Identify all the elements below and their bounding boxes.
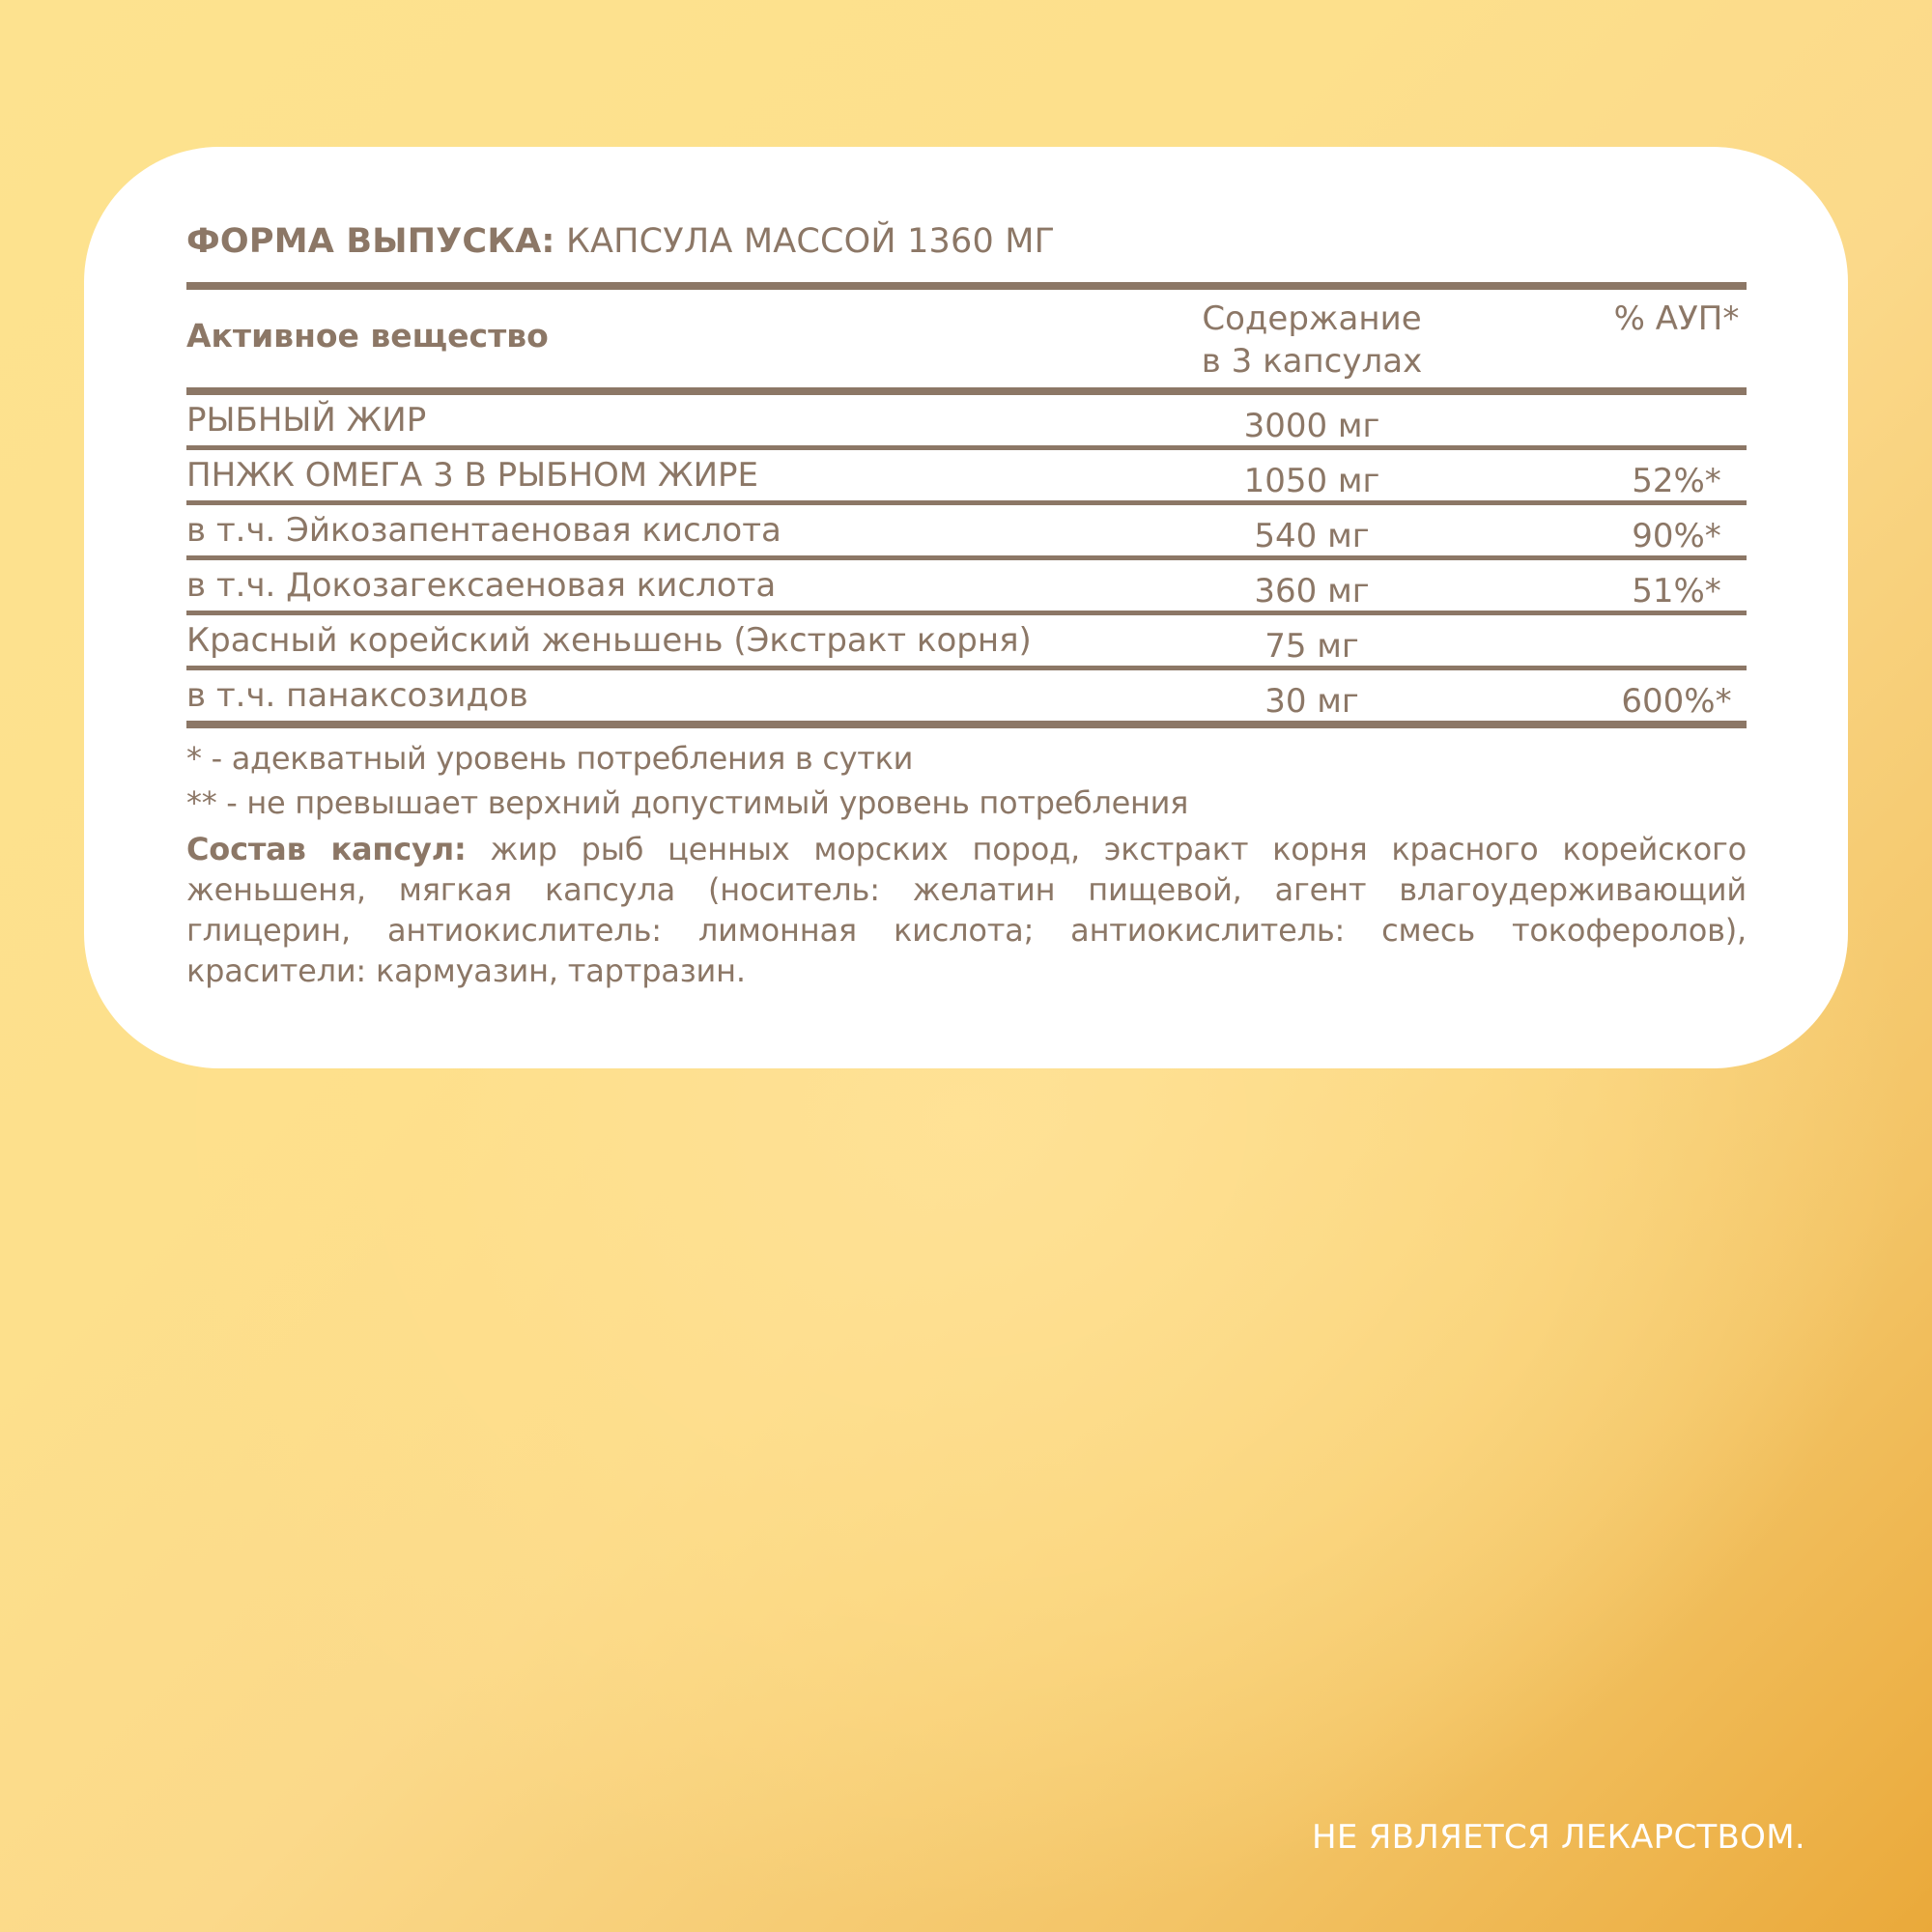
table-row <box>186 395 1747 445</box>
header-amount-line1: Содержание <box>1202 299 1422 338</box>
row-pct: 90%* <box>1632 517 1721 555</box>
footnote-upper-limit: ** - не превышает верхний допустимый уровень потребления <box>186 784 1189 821</box>
row-pct: 51%* <box>1632 572 1721 611</box>
row-amount: 30 мг <box>1264 682 1359 721</box>
row-name: Красный корейский женьшень (Экстракт корня) <box>186 621 1032 660</box>
row-name: в т.ч. Эйкозапентаеновая кислота <box>186 511 781 550</box>
release-form-title <box>186 216 1747 267</box>
header-amount-line2: в 3 капсулах <box>1201 342 1423 381</box>
row-amount: 540 мг <box>1254 517 1370 555</box>
row-name: в т.ч. Докозагексаеновая кислота <box>186 566 777 605</box>
table-row <box>186 560 1747 611</box>
release-form-value: КАПСУЛА МАССОЙ 1360 МГ <box>554 222 1056 261</box>
composition-text: жир рыб ценных морских пород, экстракт корня красного корейского женьшеня, мягкая капсула (носитель: желатин пищевой, агент влагоудерживающий глицерин, антиокислитель: лимонная кислота; антиокислитель: смесь токоферолов), красители: кармуазин, тартразин. <box>186 831 1747 989</box>
row-amount: 75 мг <box>1264 627 1359 666</box>
header-pct: % АУП* <box>1613 299 1740 338</box>
header-amount <box>1191 298 1433 383</box>
composition-label: Состав капсул: <box>186 831 467 867</box>
row-amount: 3000 мг <box>1243 407 1380 445</box>
table-row <box>186 615 1747 666</box>
row-amount: 360 мг <box>1254 572 1370 611</box>
row-name: ПНЖК ОМЕГА 3 В РЫБНОМ ЖИРЕ <box>186 456 758 495</box>
product-info <box>186 216 1747 991</box>
row-name: в т.ч. панаксозидов <box>186 676 528 715</box>
row-name: РЫБНЫЙ ЖИР <box>186 401 427 440</box>
row-pct: 52%* <box>1632 462 1721 500</box>
release-form-label: ФОРМА ВЫПУСКА: <box>186 222 555 261</box>
capsule-composition <box>186 829 1747 991</box>
table-top-rule <box>186 282 1747 290</box>
row-pct: 600%* <box>1621 682 1732 721</box>
table-header <box>186 290 1747 387</box>
header-active-substance: Активное вещество <box>186 317 549 355</box>
table-row <box>186 505 1747 555</box>
not-a-medicine-disclaimer: НЕ ЯВЛЯЕТСЯ ЛЕКАРСТВОМ. <box>1311 1818 1805 1857</box>
table-row <box>186 670 1747 721</box>
footnote-adequate-intake: * - адекватный уровень потребления в сутки <box>186 740 914 777</box>
header-bottom-rule <box>186 387 1747 395</box>
row-amount: 1050 мг <box>1243 462 1380 500</box>
table-row <box>186 450 1747 500</box>
table-bottom-rule <box>186 721 1747 728</box>
